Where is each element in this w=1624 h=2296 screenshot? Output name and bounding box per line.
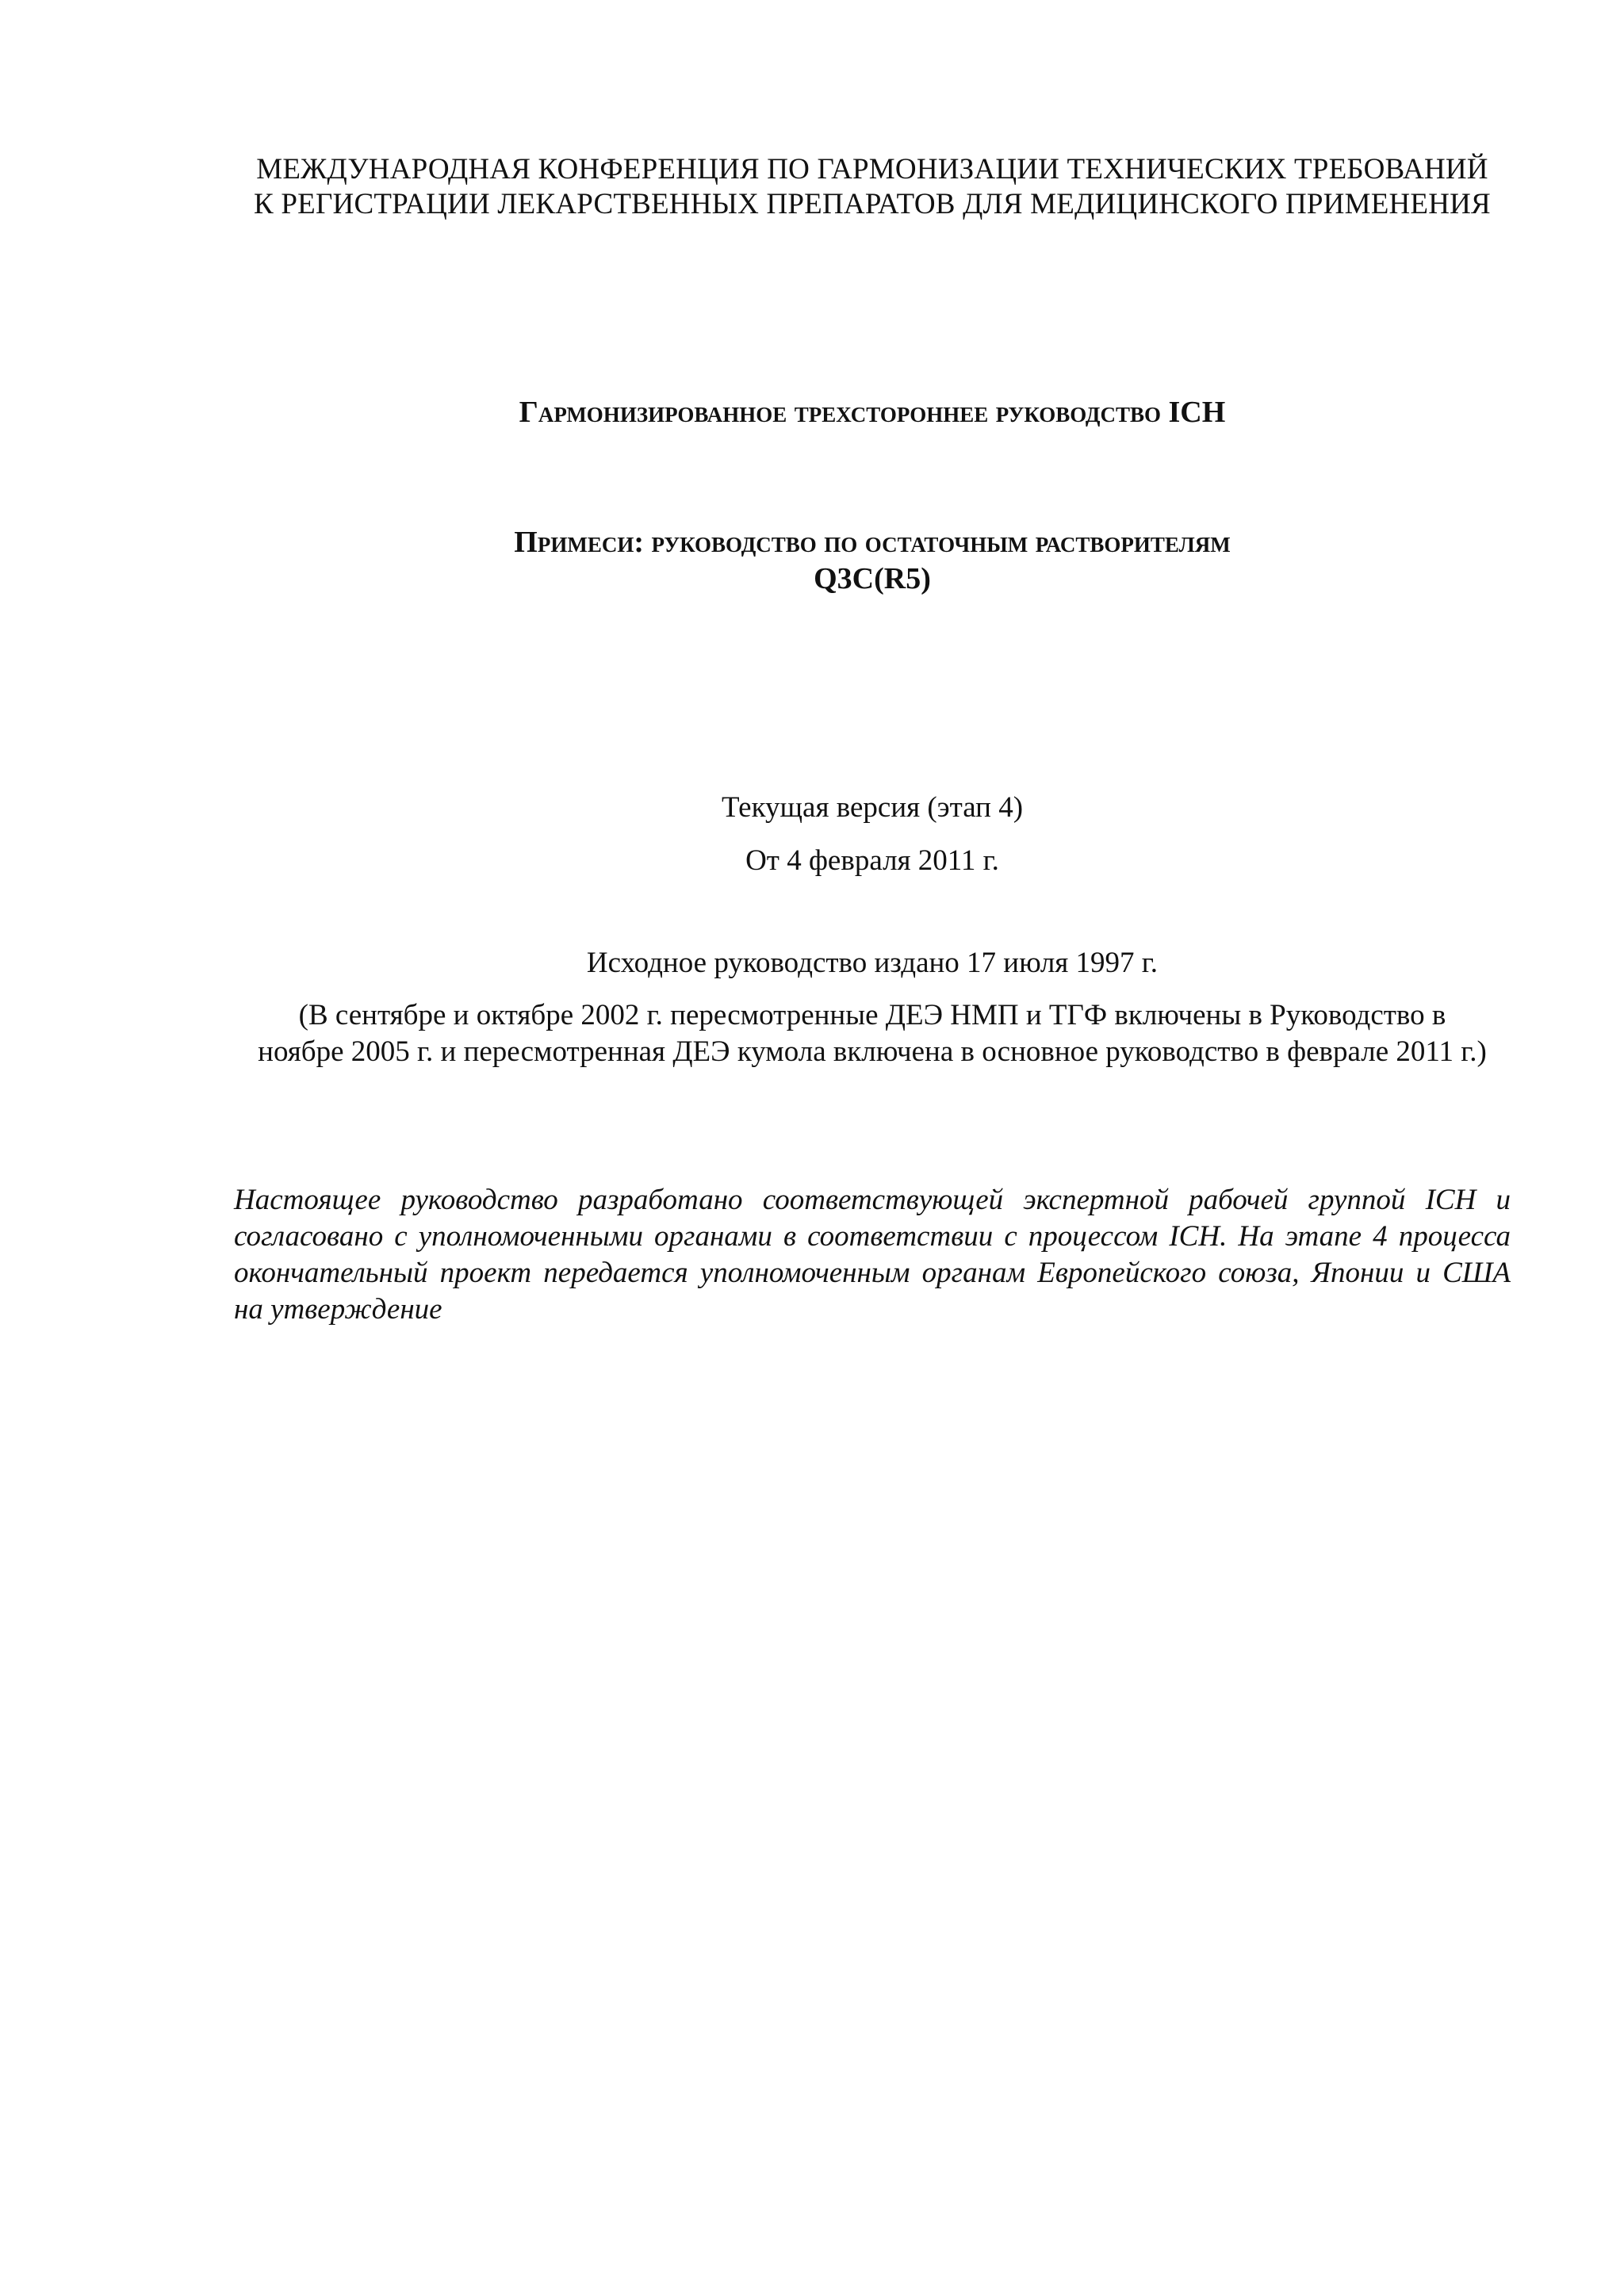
process-note-line-1: Настоящее руководство разработано соответствующей экспертной рабочей группой ICH и xyxy=(234,1184,1511,1216)
current-version: Текущая версия (этап 4) xyxy=(721,791,1024,824)
process-note-line-4: на утверждение xyxy=(234,1293,442,1326)
revision-history xyxy=(234,997,1511,1070)
version-date: От 4 февраля 2011 г. xyxy=(745,844,999,877)
conference-header-line-1: МЕЖДУНАРОДНАЯ КОНФЕРЕНЦИЯ ПО ГАРМОНИЗАЦИИ ТЕХНИЧЕСКИХ ТРЕБОВАНИЙ xyxy=(256,153,1488,186)
conference-header xyxy=(234,152,1511,222)
conference-header-line-2: К РЕГИСТРАЦИИ ЛЕКАРСТВЕННЫХ ПРЕПАРАТОВ ДЛЯ МЕДИЦИНСКОГО ПРИМЕНЕНИЯ xyxy=(254,188,1491,220)
process-note-line-3: окончательный проект передается уполномоченным органам Европейского союза, Японии и США xyxy=(234,1257,1511,1289)
process-note-line-2: согласовано с уполномоченными органами в соответствии с процессом ICH. На этапе 4 процесса xyxy=(234,1220,1511,1253)
revision-history-line-1: (В сентябре и октябре 2002 г. пересмотренные ДЕЭ НМП и ТГФ включены в Руководство в xyxy=(298,999,1446,1031)
original-guideline-date: Исходное руководство издано 17 июля 1997 г. xyxy=(586,947,1159,979)
revision-history-line-2: ноябре 2005 г. и пересмотренная ДЕЭ кумола включена в основное руководство в феврале 2011 г.) xyxy=(258,1035,1487,1068)
guideline-type-title: Гармонизированное трехстороннее руководство ICH xyxy=(519,396,1226,429)
guideline-name-title: Примеси: руководство по остаточным растворителям xyxy=(514,526,1231,559)
guideline-code: Q3C(R5) xyxy=(814,562,931,595)
process-note xyxy=(234,1182,1511,1328)
